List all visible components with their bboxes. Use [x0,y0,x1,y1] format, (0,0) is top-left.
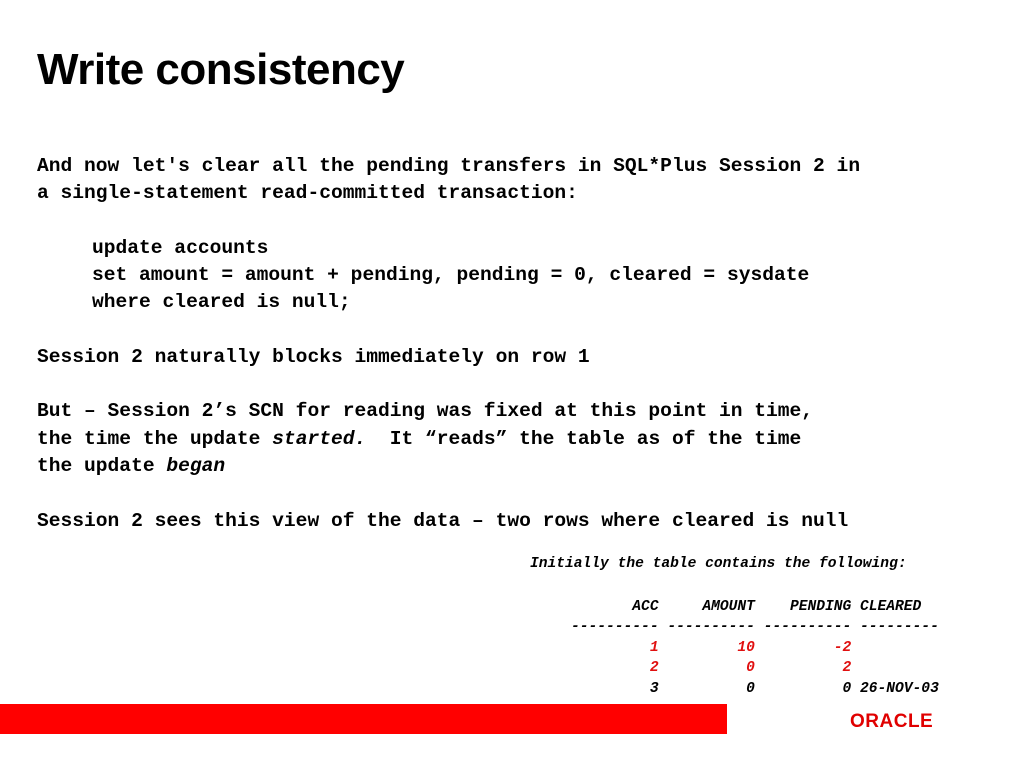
began-emphasis: began [166,455,226,477]
scn-line-2-a: the time the update [37,428,273,450]
table-header: ACC AMOUNT PENDING CLEARED [571,599,922,615]
code-line-2: set amount = amount + pending, pending = 0, cleared = sysdate [92,264,810,286]
blocks-line: Session 2 naturally blocks immediately on row 1 [37,346,590,368]
slide-title: Write consistency [37,45,405,94]
view-line: Session 2 sees this view of the data – two rows where cleared is null [37,510,849,532]
scn-line-2 [37,426,801,453]
code-line-3: where cleared is null; [92,291,351,313]
scn-line-1: But – Session 2’s SCN for reading was fixed at this point in time, [37,400,814,422]
scn-line-3 [37,453,225,480]
started-emphasis: started. [272,428,367,450]
oracle-logo-text: ORACLE [850,711,934,731]
intro-line-1: And now let's clear all the pending transfers in SQL*Plus Session 2 in [37,155,861,177]
code-line-1: update accounts [92,237,269,259]
scn-line-2-c: It “reads” the table as of the time [366,428,802,450]
table-row: 3 0 0 26-NOV-03 [571,681,939,697]
table-rule: ---------- ---------- ---------- --------- [571,619,939,635]
table-caption: Initially the table contains the following: [530,556,907,572]
scn-line-3-a: the update [37,455,167,477]
table-row: 2 0 2 [571,660,852,676]
table-row: 1 10 -2 [571,640,852,656]
oracle-logo [850,709,968,731]
intro-line-2: a single-statement read-committed transaction: [37,182,578,204]
